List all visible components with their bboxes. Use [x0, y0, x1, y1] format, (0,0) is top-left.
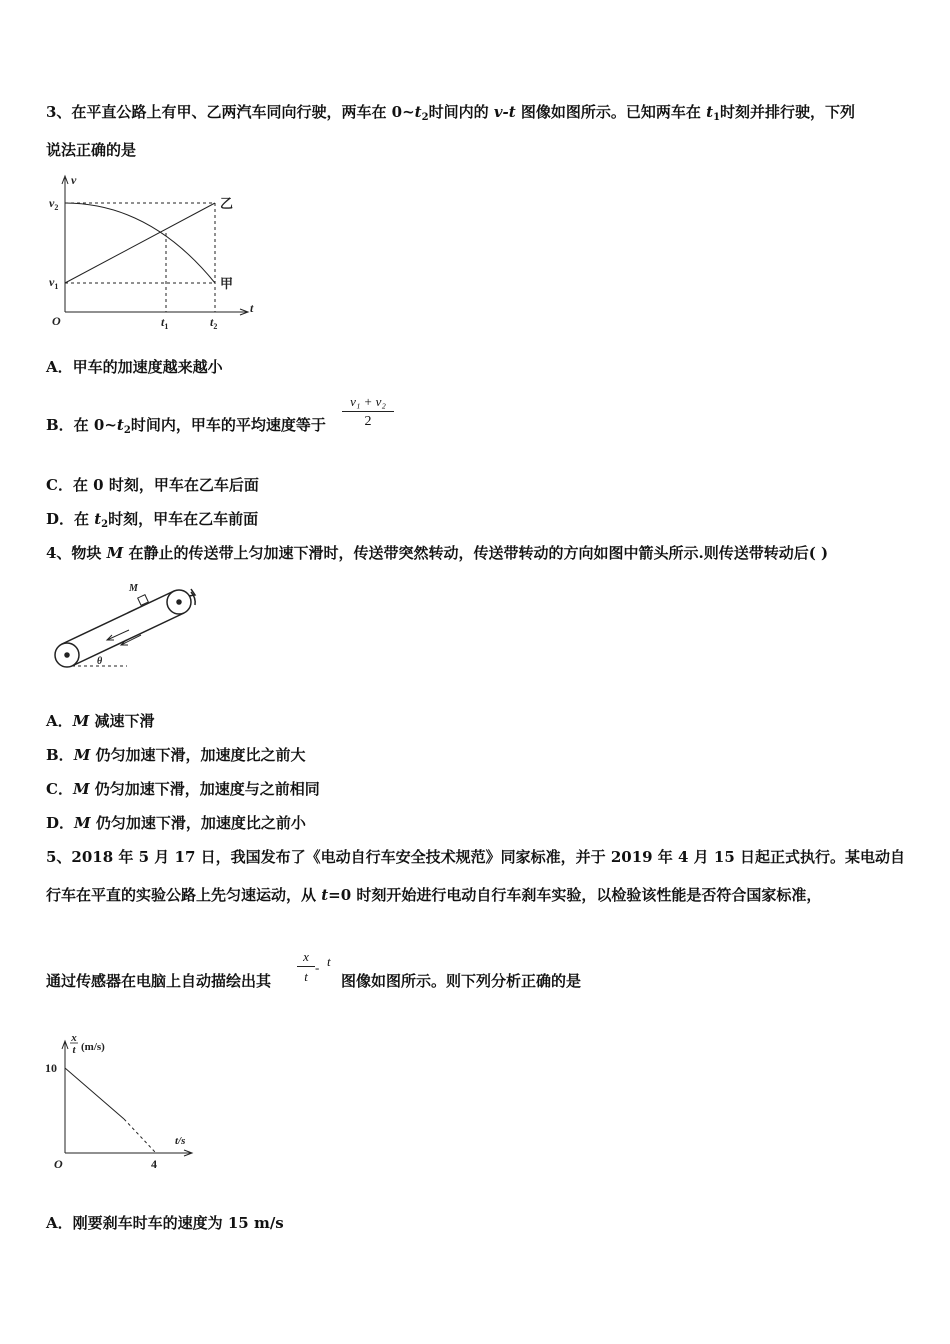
q4-option-d	[46, 813, 306, 833]
q4-stem	[46, 543, 828, 563]
option-m: M	[73, 746, 91, 764]
y-value-10: 10	[45, 1061, 57, 1075]
q5-xt-graph	[40, 1030, 210, 1175]
v2-label: $v_2$	[49, 196, 59, 212]
q3-d-t: t	[94, 510, 102, 528]
fraction-numerator: v₁ + v₂	[342, 393, 394, 412]
y-label-num: x	[71, 1032, 77, 1044]
q3-vt: v-t	[493, 103, 516, 121]
q5-stem-line1: 5、2018 年 5 月 17 日，我国发布了《电动自行车安全技术规范》同家标准，并于 2019 年 4 月 15 日起正式执行。某电动自	[46, 848, 906, 866]
block-label: M	[129, 583, 138, 594]
q4-option-a	[46, 711, 154, 731]
q3-text: 时刻并排行驶，下列	[720, 103, 856, 121]
q3-option-c: C．在 0 时刻，甲车在乙车后面	[46, 476, 259, 494]
q5-option-a: A．刚要刹车时车的速度为 15 m/s	[46, 1214, 284, 1232]
q3-text: 3、在平直公路上有甲、乙两汽车同向行驶，两车在 0~	[46, 103, 415, 121]
q3-option-b	[46, 415, 326, 441]
q4-stem-b: 在静止的传送带上匀加速下滑时，传送带突然转动，传送带转动的方向如图中箭头所示.则传送带转动后( )	[123, 544, 829, 562]
v-axis-label: v	[71, 173, 77, 187]
q3-var-t1: t	[706, 103, 714, 121]
belt-arrow-1	[107, 630, 129, 640]
q5-line2-t: t	[321, 886, 329, 904]
option-text: 仍匀加速下滑，加速度比之前小	[90, 814, 306, 832]
q3-text: 时间内的	[428, 103, 494, 121]
q5-t: t	[327, 954, 331, 969]
fraction-numerator: x	[297, 948, 315, 967]
q3-option-a: A．甲车的加速度越来越小	[46, 358, 223, 376]
belt-bottom	[72, 613, 184, 666]
q4-stem-a: 4、物块	[46, 544, 107, 562]
v1-label: $v_1$	[49, 275, 59, 291]
q5-dash: -	[315, 960, 320, 975]
yi-line	[65, 203, 215, 283]
option-m: M	[72, 780, 90, 798]
lower-pulley-center	[65, 653, 69, 657]
q3-d-pre: D．在	[46, 510, 95, 528]
t-axis-label: t	[250, 301, 254, 315]
belt-top	[62, 591, 174, 644]
option-m: M	[72, 712, 90, 730]
q3-text: 图像如图所示。已知两车在	[515, 103, 707, 121]
x-value-4: 4	[151, 1157, 157, 1171]
data-line-dashed	[124, 1119, 155, 1152]
q3-b-pre: B．在 0~	[46, 416, 117, 434]
belt-arrow-2	[121, 635, 141, 645]
option-text: 仍匀加速下滑，加速度比之前大	[90, 746, 306, 764]
q3-d-sub: 2	[101, 519, 109, 530]
fraction-denominator: 2	[364, 414, 372, 429]
fraction-denominator: t	[304, 969, 308, 984]
upper-pulley-center	[177, 600, 181, 604]
q3-option-d	[46, 509, 258, 535]
q3-option-b-fraction	[342, 393, 394, 432]
option-m: M	[74, 814, 91, 832]
jia-label: 甲	[220, 276, 234, 291]
q4-option-c	[46, 779, 320, 799]
q3-sub-t2: 2	[421, 112, 429, 123]
q3-b-t: t	[116, 416, 124, 434]
q5-xt-fraction	[297, 948, 315, 987]
q3-b-sub: 2	[123, 425, 131, 436]
q4-stem-m: M	[106, 544, 124, 562]
q5-stem-line3b: 图像如图所示。则下列分析正确的是	[341, 972, 582, 990]
option-text: 仍匀加速下滑，加速度与之前相同	[89, 780, 320, 798]
q3-b-post: 时间内，甲车的平均速度等于	[130, 416, 326, 434]
y-label-den: t	[72, 1044, 76, 1056]
angle-label: θ	[97, 656, 103, 667]
q5-stem-line3a: 通过传感器在电脑上自动描绘出其	[46, 972, 272, 990]
option-prefix: D．	[46, 814, 75, 832]
q5-stem-line2	[46, 885, 821, 905]
origin-label: O	[54, 1157, 63, 1171]
option-prefix: B．	[46, 746, 74, 764]
data-line-solid	[65, 1068, 124, 1119]
q5-line2-b: =0 时刻开始进行电动自行车刹车实验，以检验该性能是否符合国家标准，	[328, 886, 822, 904]
q3-stem-line1	[46, 102, 855, 128]
option-prefix: C．	[46, 780, 73, 798]
q3-var-t2: t	[414, 103, 422, 121]
q3-vt-graph	[40, 170, 270, 335]
x-axis-label: t/s	[175, 1135, 186, 1147]
q3-d-post: 时刻，甲车在乙车前面	[108, 510, 259, 528]
t2-label: $t_2$	[210, 315, 218, 331]
q3-stem-line2: 说法正确的是	[46, 141, 137, 159]
option-text: 减速下滑	[89, 712, 155, 730]
q3-sub-t1: 1	[713, 112, 721, 123]
t1-label: $t_1$	[161, 315, 169, 331]
option-prefix: A．	[46, 712, 73, 730]
yi-label: 乙	[220, 196, 234, 211]
origin-label: O	[52, 314, 61, 328]
q4-option-b	[46, 745, 306, 765]
q4-conveyor-figure	[45, 575, 215, 675]
q5-line2-a: 行车在平直的实验公路上先匀速运动，从	[46, 886, 322, 904]
y-unit: (m/s)	[81, 1041, 105, 1053]
